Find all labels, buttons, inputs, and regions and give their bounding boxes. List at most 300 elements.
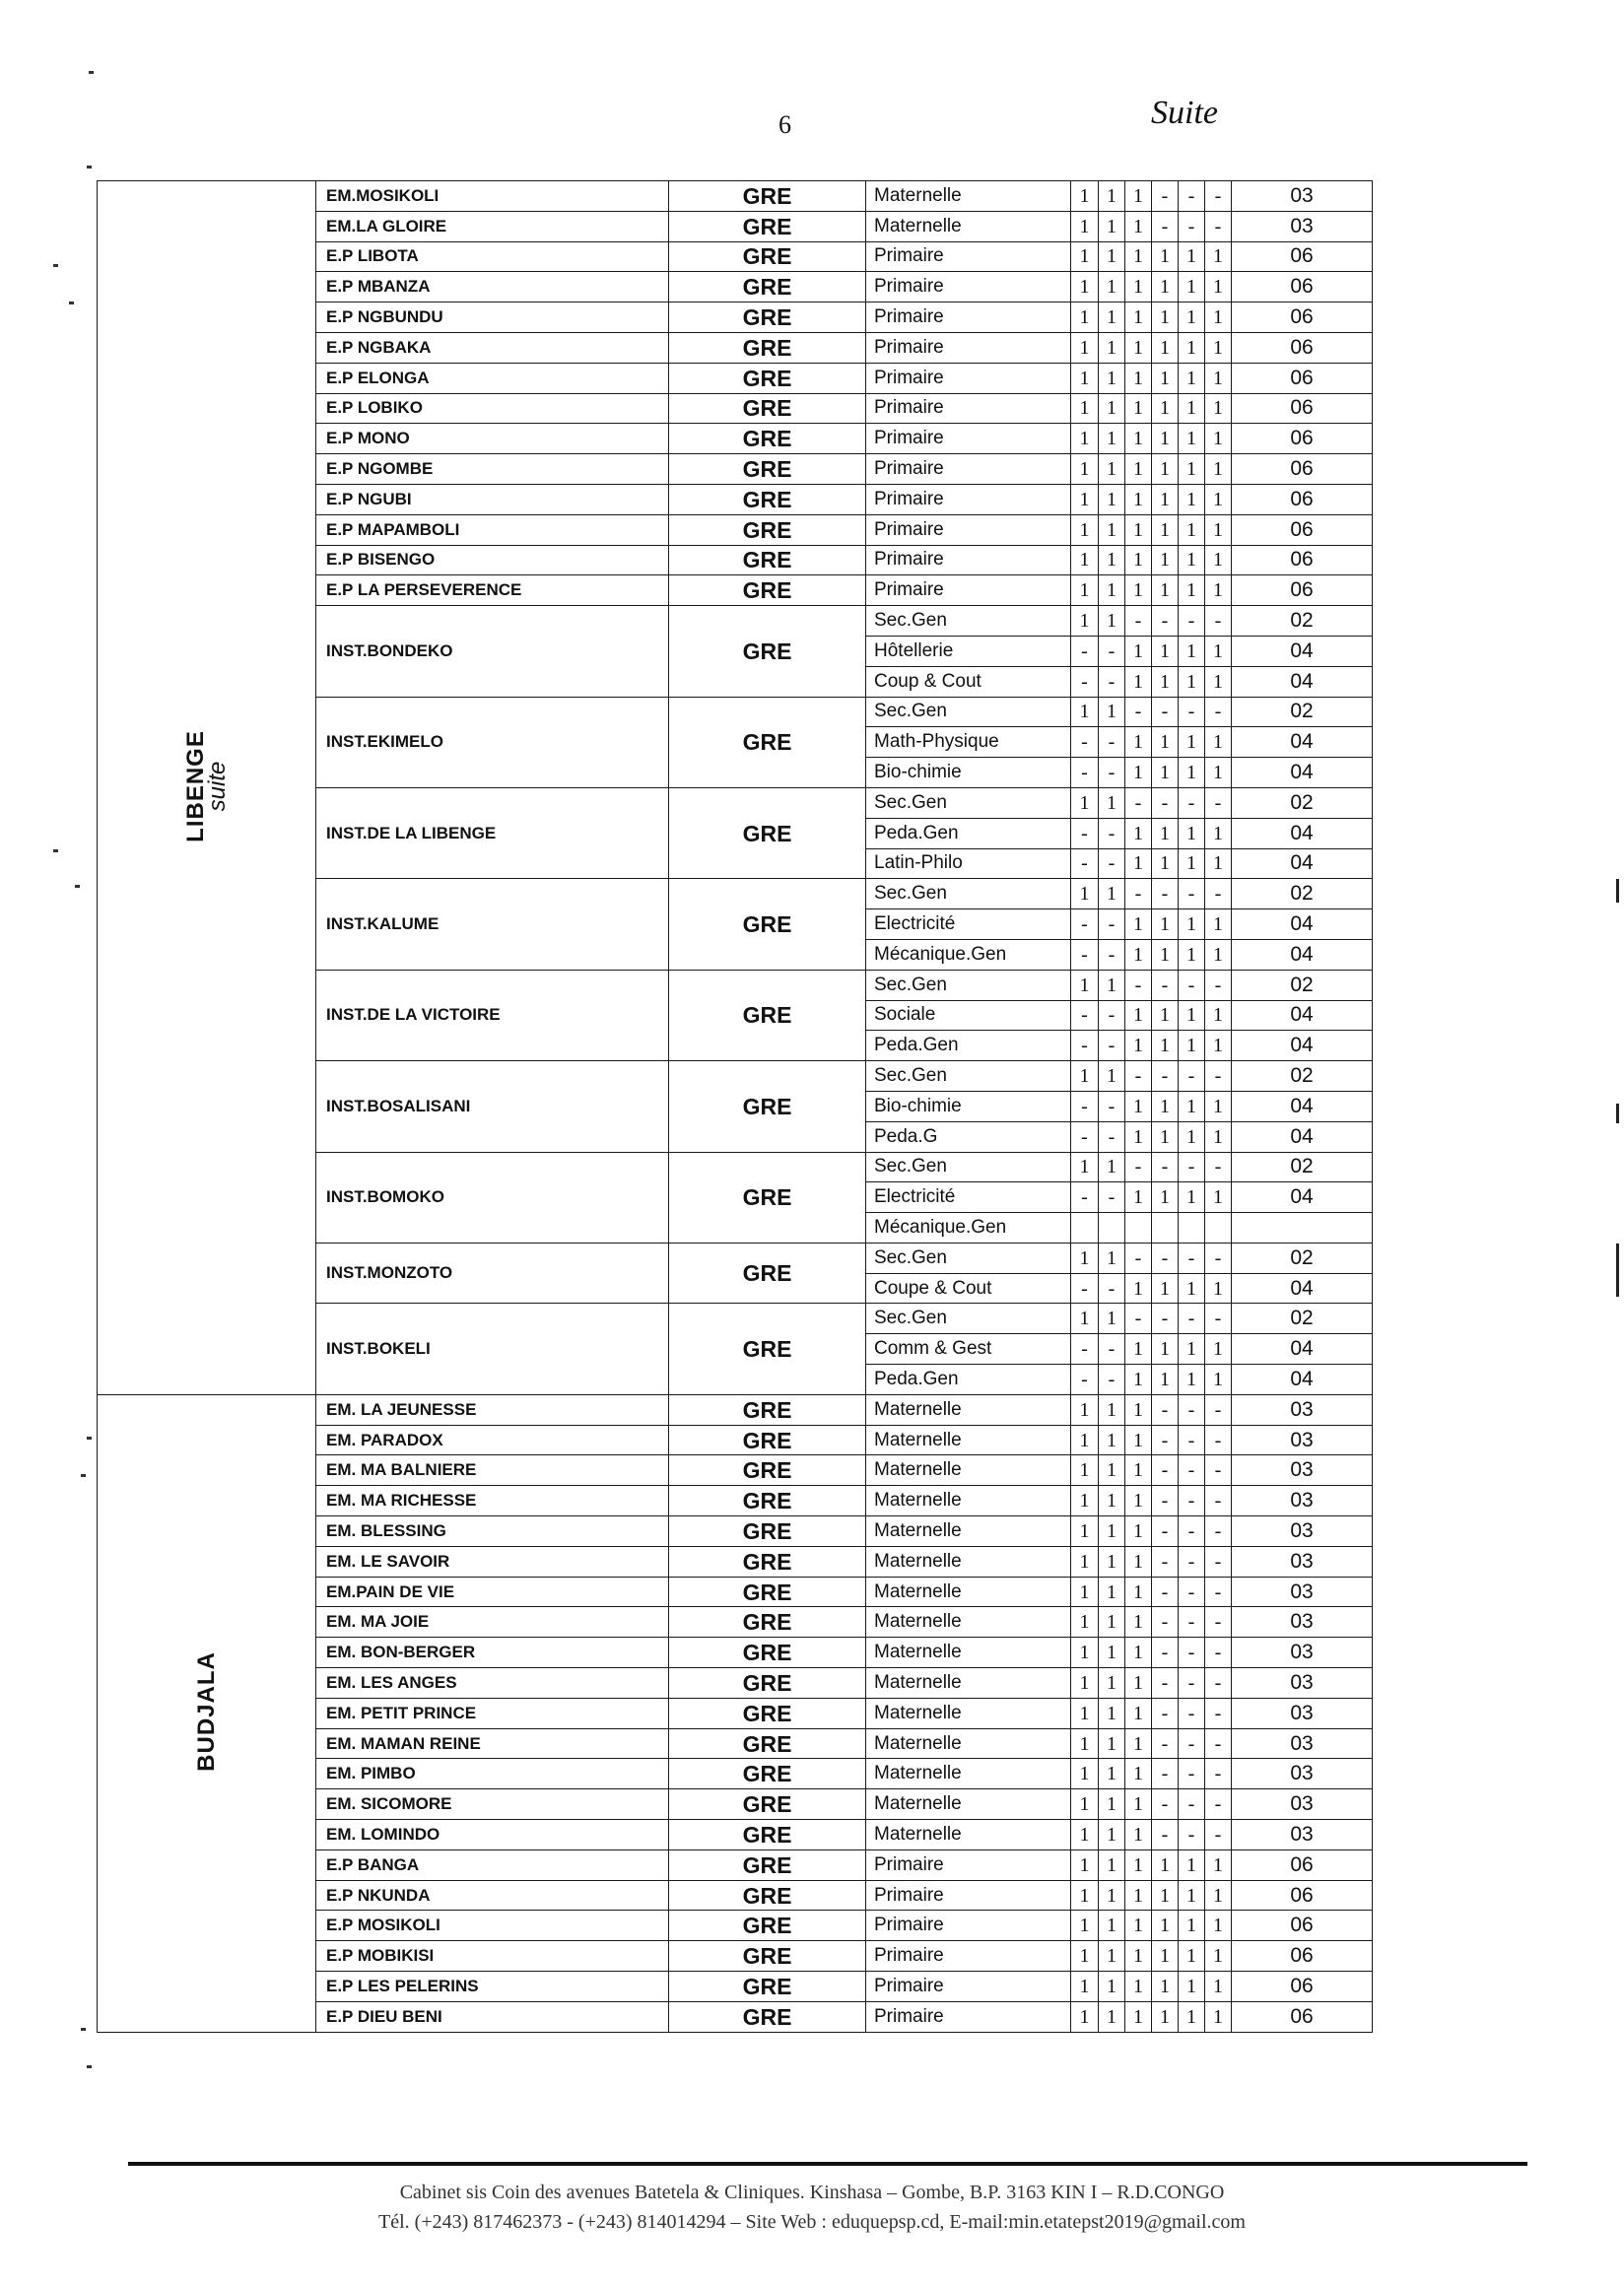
class-count-cell: 1: [1099, 1516, 1125, 1547]
class-count-cell: 1: [1125, 211, 1152, 241]
class-count-cell: -: [1071, 1365, 1099, 1395]
school-name: EM. LA JEUNESSE: [316, 1394, 669, 1425]
class-count-cell: 1: [1205, 1849, 1232, 1880]
class-count-cell: -: [1125, 1061, 1152, 1092]
class-count-cell: 1: [1205, 1334, 1232, 1365]
class-count-cell: 1: [1205, 514, 1232, 545]
class-count-cell: -: [1071, 666, 1099, 697]
margin-mark: [69, 302, 74, 304]
total-cell: 03: [1232, 1486, 1373, 1516]
class-count-cell: 1: [1099, 970, 1125, 1000]
class-count-cell: 1: [1099, 363, 1125, 393]
class-count-cell: 1: [1071, 303, 1099, 333]
class-count-cell: -: [1125, 1152, 1152, 1182]
class-count-cell: 1: [1152, 1000, 1179, 1031]
class-count-cell: -: [1179, 1304, 1205, 1334]
class-count-cell: 1: [1205, 1031, 1232, 1061]
class-count-cell: -: [1071, 909, 1099, 940]
gestion-cell: GRE: [669, 1516, 866, 1547]
class-count-cell: 1: [1125, 1516, 1152, 1547]
total-cell: 04: [1232, 636, 1373, 666]
class-count-cell: 1: [1152, 1091, 1179, 1121]
class-count-cell: 1: [1152, 758, 1179, 788]
section-cell: Maternelle: [866, 1820, 1071, 1850]
class-count-cell: 1: [1205, 332, 1232, 363]
class-count-cell: 1: [1071, 575, 1099, 606]
section-cell: Primaire: [866, 514, 1071, 545]
class-count-cell: 1: [1071, 787, 1099, 818]
class-count-cell: [1099, 1213, 1125, 1244]
gestion-cell: GRE: [669, 514, 866, 545]
class-count-cell: -: [1071, 1091, 1099, 1121]
class-count-cell: 1: [1152, 848, 1179, 879]
school-name: EM. LES ANGES: [316, 1668, 669, 1699]
gestion-cell: GRE: [669, 1304, 866, 1394]
class-count-cell: 1: [1205, 727, 1232, 758]
scan-edge-mark: [1616, 879, 1619, 903]
class-count-cell: 1: [1205, 272, 1232, 303]
class-count-cell: 1: [1125, 1425, 1152, 1455]
class-count-cell: 1: [1125, 424, 1152, 454]
section-cell: Sec.Gen: [866, 1061, 1071, 1092]
class-count-cell: 1: [1071, 879, 1099, 909]
total-cell: 03: [1232, 181, 1373, 212]
class-count-cell: -: [1152, 1425, 1179, 1455]
class-count-cell: 1: [1205, 454, 1232, 485]
class-count-cell: 1: [1125, 1698, 1152, 1728]
section-cell: Comm & Gest: [866, 1334, 1071, 1365]
class-count-cell: 1: [1071, 454, 1099, 485]
total-cell: 06: [1232, 332, 1373, 363]
class-count-cell: 1: [1179, 758, 1205, 788]
class-count-cell: 1: [1071, 1698, 1099, 1728]
class-count-cell: 1: [1179, 2001, 1205, 2032]
total-cell: 03: [1232, 1546, 1373, 1577]
margin-mark: [75, 885, 80, 888]
class-count-cell: -: [1071, 636, 1099, 666]
class-count-cell: 1: [1099, 545, 1125, 575]
class-count-cell: -: [1205, 1152, 1232, 1182]
total-cell: 04: [1232, 666, 1373, 697]
class-count-cell: 1: [1125, 1182, 1152, 1213]
class-count-cell: -: [1205, 1698, 1232, 1728]
total-cell: 02: [1232, 879, 1373, 909]
total-cell: 04: [1232, 1091, 1373, 1121]
class-count-cell: 1: [1071, 1728, 1099, 1759]
class-count-cell: 1: [1099, 1607, 1125, 1638]
section-cell: Primaire: [866, 2001, 1071, 2032]
class-count-cell: 1: [1205, 575, 1232, 606]
section-cell: Math-Physique: [866, 727, 1071, 758]
class-count-cell: 1: [1071, 332, 1099, 363]
class-count-cell: 1: [1205, 818, 1232, 848]
school-name: EM.LA GLOIRE: [316, 211, 669, 241]
class-count-cell: 1: [1099, 1789, 1125, 1820]
class-count-cell: -: [1099, 818, 1125, 848]
class-count-cell: 1: [1099, 787, 1125, 818]
region-label: [192, 1651, 220, 1773]
class-count-cell: 1: [1125, 1849, 1152, 1880]
class-count-cell: 1: [1179, 1972, 1205, 2002]
school-name: INST.EKIMELO: [316, 697, 669, 787]
total-cell: 02: [1232, 606, 1373, 637]
class-count-cell: -: [1152, 1304, 1179, 1334]
section-cell: Primaire: [866, 1911, 1071, 1941]
section-cell: Peda.Gen: [866, 1031, 1071, 1061]
total-cell: 03: [1232, 1577, 1373, 1607]
class-count-cell: 1: [1099, 1486, 1125, 1516]
school-name: INST.DE LA VICTOIRE: [316, 970, 669, 1060]
class-count-cell: 1: [1205, 848, 1232, 879]
section-cell: Mécanique.Gen: [866, 1213, 1071, 1244]
class-count-cell: 1: [1179, 484, 1205, 514]
section-cell: Maternelle: [866, 1698, 1071, 1728]
school-name: E.P NGUBI: [316, 484, 669, 514]
section-cell: Maternelle: [866, 1425, 1071, 1455]
class-count-cell: 1: [1125, 1972, 1152, 2002]
class-count-cell: 1: [1125, 454, 1152, 485]
section-cell: Electricité: [866, 1182, 1071, 1213]
class-count-cell: 1: [1125, 1911, 1152, 1941]
class-count-cell: 1: [1125, 484, 1152, 514]
school-name: INST.BOMOKO: [316, 1152, 669, 1243]
class-count-cell: -: [1125, 1304, 1152, 1334]
class-count-cell: -: [1205, 1638, 1232, 1668]
class-count-cell: -: [1179, 1577, 1205, 1607]
class-count-cell: 1: [1099, 1304, 1125, 1334]
table-row: [98, 1394, 1373, 1425]
total-cell: 03: [1232, 1820, 1373, 1850]
class-count-cell: -: [1099, 1334, 1125, 1365]
class-count-cell: 1: [1125, 1091, 1152, 1121]
class-count-cell: -: [1099, 1365, 1125, 1395]
class-count-cell: 1: [1125, 939, 1152, 970]
class-count-cell: 1: [1179, 909, 1205, 940]
total-cell: 04: [1232, 818, 1373, 848]
total-cell: 03: [1232, 1455, 1373, 1486]
total-cell: 06: [1232, 303, 1373, 333]
class-count-cell: -: [1152, 1759, 1179, 1789]
class-count-cell: 1: [1071, 1759, 1099, 1789]
section-cell: Sec.Gen: [866, 879, 1071, 909]
class-count-cell: 1: [1125, 1546, 1152, 1577]
class-count-cell: 1: [1205, 909, 1232, 940]
class-count-cell: 1: [1071, 1941, 1099, 1972]
class-count-cell: 1: [1205, 1911, 1232, 1941]
class-count-cell: 1: [1099, 211, 1125, 241]
section-cell: Primaire: [866, 1972, 1071, 2002]
class-count-cell: 1: [1099, 1638, 1125, 1668]
class-count-cell: 1: [1099, 606, 1125, 637]
class-count-cell: -: [1179, 1728, 1205, 1759]
class-count-cell: 1: [1071, 1789, 1099, 1820]
class-count-cell: 1: [1099, 1546, 1125, 1577]
gestion-cell: GRE: [669, 1577, 866, 1607]
class-count-cell: -: [1179, 1243, 1205, 1273]
class-count-cell: 1: [1152, 332, 1179, 363]
class-count-cell: -: [1152, 970, 1179, 1000]
class-count-cell: -: [1205, 697, 1232, 727]
class-count-cell: 1: [1179, 1334, 1205, 1365]
class-count-cell: 1: [1099, 393, 1125, 424]
gestion-cell: GRE: [669, 1759, 866, 1789]
class-count-cell: 1: [1179, 1911, 1205, 1941]
school-name: E.P MOSIKOLI: [316, 1911, 669, 1941]
class-count-cell: 1: [1205, 424, 1232, 454]
class-count-cell: -: [1179, 1425, 1205, 1455]
gestion-cell: GRE: [669, 1941, 866, 1972]
class-count-cell: -: [1179, 1607, 1205, 1638]
class-count-cell: -: [1099, 1000, 1125, 1031]
class-count-cell: -: [1152, 1516, 1179, 1547]
class-count-cell: 1: [1205, 1121, 1232, 1152]
schools-table-wrapper: [97, 180, 1373, 2033]
class-count-cell: 1: [1125, 727, 1152, 758]
class-count-cell: -: [1125, 879, 1152, 909]
school-name: E.P BANGA: [316, 1849, 669, 1880]
class-count-cell: -: [1179, 1486, 1205, 1516]
class-count-cell: 1: [1179, 1000, 1205, 1031]
section-cell: Bio-chimie: [866, 1091, 1071, 1121]
class-count-cell: -: [1125, 697, 1152, 727]
class-count-cell: 1: [1125, 1728, 1152, 1759]
class-count-cell: 1: [1071, 272, 1099, 303]
class-count-cell: -: [1152, 1546, 1179, 1577]
class-count-cell: 1: [1152, 303, 1179, 333]
school-name: E.P NGBAKA: [316, 332, 669, 363]
class-count-cell: 1: [1125, 636, 1152, 666]
school-name: E.P MONO: [316, 424, 669, 454]
margin-mark: [89, 71, 94, 74]
class-count-cell: -: [1152, 787, 1179, 818]
class-count-cell: 1: [1179, 363, 1205, 393]
section-cell: Sec.Gen: [866, 1152, 1071, 1182]
class-count-cell: 1: [1099, 454, 1125, 485]
class-count-cell: 1: [1071, 1394, 1099, 1425]
class-count-cell: 1: [1152, 909, 1179, 940]
class-count-cell: 1: [1179, 1091, 1205, 1121]
class-count-cell: 1: [1152, 545, 1179, 575]
class-count-cell: 1: [1099, 1061, 1125, 1092]
class-count-cell: -: [1099, 636, 1125, 666]
gestion-cell: GRE: [669, 1789, 866, 1820]
gestion-cell: GRE: [669, 1152, 866, 1243]
class-count-cell: 1: [1152, 636, 1179, 666]
class-count-cell: -: [1071, 758, 1099, 788]
gestion-cell: GRE: [669, 393, 866, 424]
total-cell: 03: [1232, 1789, 1373, 1820]
class-count-cell: 1: [1205, 758, 1232, 788]
class-count-cell: 1: [1125, 272, 1152, 303]
class-count-cell: 1: [1179, 1365, 1205, 1395]
total-cell: 02: [1232, 1243, 1373, 1273]
class-count-cell: 1: [1071, 484, 1099, 514]
total-cell: 03: [1232, 1698, 1373, 1728]
class-count-cell: 1: [1152, 1365, 1179, 1395]
class-count-cell: 1: [1071, 1880, 1099, 1911]
school-name: E.P DIEU BENI: [316, 2001, 669, 2032]
total-cell: 03: [1232, 1668, 1373, 1699]
section-cell: Maternelle: [866, 1455, 1071, 1486]
class-count-cell: 1: [1125, 2001, 1152, 2032]
class-count-cell: 1: [1152, 1273, 1179, 1304]
class-count-cell: 1: [1179, 1941, 1205, 1972]
class-count-cell: 1: [1071, 514, 1099, 545]
class-count-cell: 1: [1125, 909, 1152, 940]
section-cell: Primaire: [866, 303, 1071, 333]
class-count-cell: 1: [1099, 879, 1125, 909]
school-name: E.P LA PERSEVERENCE: [316, 575, 669, 606]
class-count-cell: -: [1205, 1061, 1232, 1092]
class-count-cell: 1: [1099, 1911, 1125, 1941]
class-count-cell: 1: [1099, 424, 1125, 454]
class-count-cell: 1: [1205, 2001, 1232, 2032]
total-cell: 04: [1232, 1334, 1373, 1365]
total-cell: 03: [1232, 1759, 1373, 1789]
gestion-cell: GRE: [669, 241, 866, 272]
section-cell: Primaire: [866, 454, 1071, 485]
class-count-cell: -: [1071, 1182, 1099, 1213]
class-count-cell: -: [1099, 727, 1125, 758]
section-cell: Maternelle: [866, 1668, 1071, 1699]
class-count-cell: 1: [1205, 1365, 1232, 1395]
class-count-cell: 1: [1071, 424, 1099, 454]
section-cell: Maternelle: [866, 1516, 1071, 1547]
total-cell: 03: [1232, 1394, 1373, 1425]
class-count-cell: -: [1071, 1000, 1099, 1031]
class-count-cell: -: [1179, 1061, 1205, 1092]
class-count-cell: 1: [1071, 1243, 1099, 1273]
total-cell: 06: [1232, 1941, 1373, 1972]
class-count-cell: 1: [1152, 454, 1179, 485]
class-count-cell: -: [1152, 1061, 1179, 1092]
gestion-cell: GRE: [669, 879, 866, 970]
total-cell: 06: [1232, 1849, 1373, 1880]
section-cell: Peda.Gen: [866, 1365, 1071, 1395]
section-cell: Maternelle: [866, 1789, 1071, 1820]
class-count-cell: -: [1179, 1820, 1205, 1850]
school-name: E.P MBANZA: [316, 272, 669, 303]
class-count-cell: -: [1071, 1121, 1099, 1152]
school-name: E.P NKUNDA: [316, 1880, 669, 1911]
class-count-cell: 1: [1099, 1425, 1125, 1455]
class-count-cell: 1: [1099, 1941, 1125, 1972]
section-cell: Maternelle: [866, 1638, 1071, 1668]
school-name: INST.BOSALISANI: [316, 1061, 669, 1152]
class-count-cell: -: [1179, 1455, 1205, 1486]
class-count-cell: -: [1125, 1243, 1152, 1273]
class-count-cell: 1: [1071, 1486, 1099, 1516]
class-count-cell: 1: [1152, 575, 1179, 606]
class-count-cell: 1: [1071, 1820, 1099, 1850]
class-count-cell: 1: [1179, 303, 1205, 333]
class-count-cell: -: [1179, 1394, 1205, 1425]
class-count-cell: -: [1071, 1031, 1099, 1061]
class-count-cell: 1: [1179, 514, 1205, 545]
section-cell: Primaire: [866, 424, 1071, 454]
gestion-cell: GRE: [669, 1455, 866, 1486]
class-count-cell: -: [1179, 606, 1205, 637]
class-count-cell: 1: [1152, 1972, 1179, 2002]
class-count-cell: 1: [1125, 1941, 1152, 1972]
class-count-cell: 1: [1099, 1577, 1125, 1607]
class-count-cell: 1: [1179, 1273, 1205, 1304]
section-cell: Sec.Gen: [866, 606, 1071, 637]
region-name: LIBENGE: [181, 730, 209, 842]
class-count-cell: 1: [1125, 514, 1152, 545]
class-count-cell: 1: [1125, 1668, 1152, 1699]
class-count-cell: -: [1179, 1759, 1205, 1789]
school-name: EM.PAIN DE VIE: [316, 1577, 669, 1607]
region-subtitle: suite: [203, 761, 231, 812]
section-cell: Peda.G: [866, 1121, 1071, 1152]
total-cell: 06: [1232, 545, 1373, 575]
class-count-cell: -: [1205, 1759, 1232, 1789]
class-count-cell: 1: [1125, 1820, 1152, 1850]
class-count-cell: -: [1152, 1728, 1179, 1759]
gestion-cell: GRE: [669, 1061, 866, 1152]
class-count-cell: 1: [1071, 606, 1099, 637]
class-count-cell: 1: [1125, 332, 1152, 363]
class-count-cell: 1: [1125, 1880, 1152, 1911]
class-count-cell: 1: [1071, 1425, 1099, 1455]
class-count-cell: 1: [1125, 1759, 1152, 1789]
gestion-cell: GRE: [669, 2001, 866, 2032]
class-count-cell: 1: [1071, 211, 1099, 241]
class-count-cell: -: [1205, 606, 1232, 637]
school-name: E.P LES PELERINS: [316, 1972, 669, 2002]
school-name: EM. PETIT PRINCE: [316, 1698, 669, 1728]
total-cell: 04: [1232, 939, 1373, 970]
class-count-cell: 1: [1125, 1455, 1152, 1486]
class-count-cell: 1: [1099, 1820, 1125, 1850]
class-count-cell: -: [1205, 1789, 1232, 1820]
class-count-cell: 1: [1179, 1880, 1205, 1911]
class-count-cell: 1: [1152, 1031, 1179, 1061]
gestion-cell: GRE: [669, 1638, 866, 1668]
section-cell: Coupe & Cout: [866, 1273, 1071, 1304]
gestion-cell: GRE: [669, 575, 866, 606]
gestion-cell: GRE: [669, 1394, 866, 1425]
class-count-cell: 1: [1071, 1516, 1099, 1547]
gestion-cell: GRE: [669, 1425, 866, 1455]
class-count-cell: 1: [1152, 514, 1179, 545]
gestion-cell: GRE: [669, 1849, 866, 1880]
class-count-cell: 1: [1071, 181, 1099, 212]
total-cell: 06: [1232, 1880, 1373, 1911]
class-count-cell: 1: [1071, 393, 1099, 424]
gestion-cell: GRE: [669, 181, 866, 212]
class-count-cell: -: [1205, 879, 1232, 909]
class-count-cell: 1: [1152, 241, 1179, 272]
class-count-cell: 1: [1205, 393, 1232, 424]
class-count-cell: 1: [1099, 1698, 1125, 1728]
class-count-cell: 1: [1179, 575, 1205, 606]
class-count-cell: -: [1071, 818, 1099, 848]
class-count-cell: -: [1205, 787, 1232, 818]
class-count-cell: -: [1205, 1546, 1232, 1577]
total-cell: 02: [1232, 1152, 1373, 1182]
section-cell: Sec.Gen: [866, 1304, 1071, 1334]
total-cell: 03: [1232, 1728, 1373, 1759]
class-count-cell: 1: [1071, 1607, 1099, 1638]
class-count-cell: 1: [1099, 181, 1125, 212]
class-count-cell: 1: [1099, 697, 1125, 727]
class-count-cell: 1: [1125, 241, 1152, 272]
class-count-cell: 1: [1099, 241, 1125, 272]
total-cell: 06: [1232, 454, 1373, 485]
gestion-cell: GRE: [669, 1820, 866, 1850]
